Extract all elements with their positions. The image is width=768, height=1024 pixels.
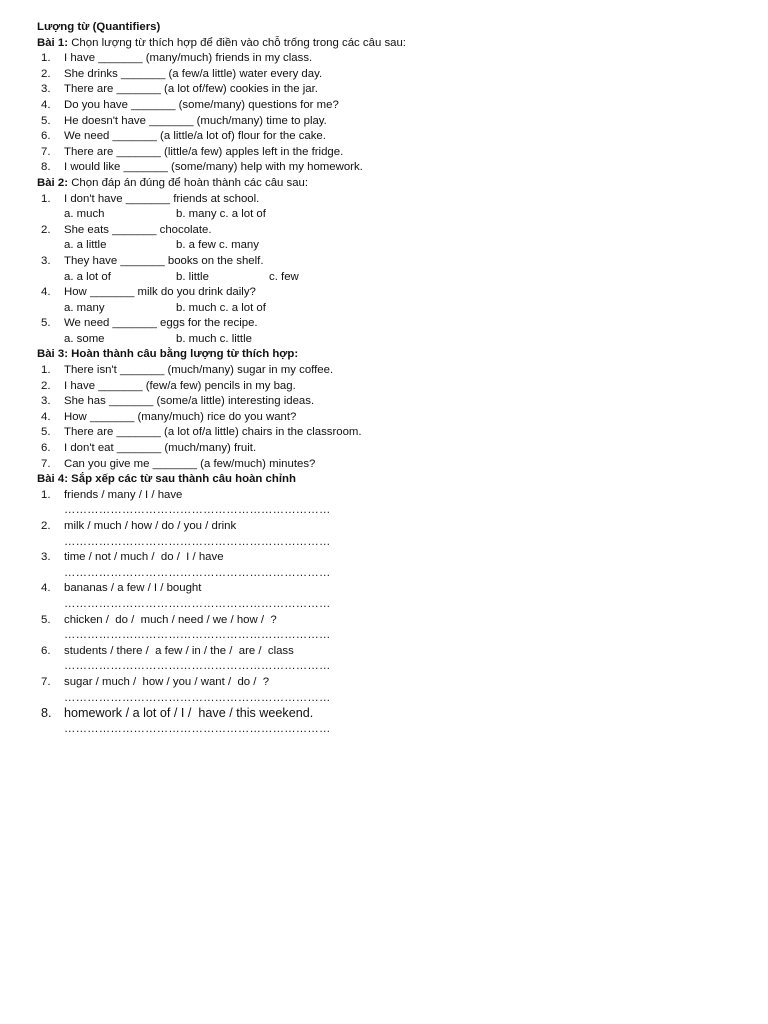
item-text: They have _______ books on the shelf.: [64, 254, 264, 267]
item-number: 5.: [41, 114, 51, 127]
bai4-item: [37, 550, 737, 566]
bai2-heading: [37, 176, 737, 192]
option-a: a. a lot of: [64, 270, 111, 283]
dotted-answer-line: ……………………………………………………………: [64, 597, 331, 610]
option-b: b. much c. a lot of: [176, 301, 266, 314]
item-number: 7.: [41, 675, 51, 688]
bai2-item: [37, 316, 737, 332]
bai3-item: [37, 410, 737, 426]
item-number: 2.: [41, 520, 51, 532]
item-number: 2.: [41, 223, 51, 236]
answer-line: [37, 597, 737, 613]
worksheet: [37, 20, 737, 737]
item-text: I have _______ (many/much) friends in my class.: [64, 52, 313, 65]
bai3-item: [37, 394, 737, 410]
item-text: There are _______ (a lot of/a little) chairs in the classroom.: [64, 426, 362, 439]
bai3-item: [37, 457, 737, 473]
item-number: 6.: [41, 644, 51, 657]
dotted-answer-line: ……………………………………………………………: [64, 691, 331, 704]
bai1-heading: [37, 36, 737, 52]
item-number: 7.: [41, 457, 51, 470]
bai1-item: [37, 145, 737, 161]
item-number: 3.: [41, 395, 51, 408]
item-number: 3.: [41, 551, 51, 564]
item-text: She eats _______ chocolate.: [64, 223, 212, 236]
bai1-item: [37, 82, 737, 98]
bai2-options: [37, 301, 737, 317]
item-text: homework / a lot of / I / have / this weekend.: [64, 706, 314, 721]
dotted-answer-line: ……………………………………………………………: [64, 660, 331, 673]
item-text: I have _______ (few/a few) pencils in my bag.: [64, 379, 296, 392]
bai4-item: [37, 488, 737, 504]
bai1-item: [37, 67, 737, 83]
bai3-item: [37, 379, 737, 395]
item-number: 1.: [41, 52, 51, 65]
answer-line: [37, 503, 737, 519]
answer-line: [37, 535, 737, 551]
option-c: c. few: [269, 270, 299, 283]
bai2-item: [37, 192, 737, 208]
bai3-item: [37, 363, 737, 379]
item-text: I don't have _______ friends at school.: [64, 192, 260, 205]
bai4-item: [37, 644, 737, 660]
item-number: 4.: [41, 286, 51, 299]
answer-line: [37, 659, 737, 675]
bai4-item: [37, 613, 737, 629]
item-text: friends / many / I / have: [64, 488, 183, 501]
item-text: bananas / a few / I / bought: [64, 582, 202, 595]
bai2-options: [37, 332, 737, 348]
bai3-item: [37, 425, 737, 441]
item-text: There are _______ (a lot of/few) cookies in the jar.: [64, 83, 318, 96]
item-number: 2.: [41, 379, 51, 392]
item-number: 8.: [41, 161, 51, 174]
item-number: 8.: [41, 706, 52, 721]
item-number: 1.: [41, 488, 51, 501]
item-text: There are _______ (little/a few) apples left in the fridge.: [64, 145, 344, 158]
bai2-options: [37, 207, 737, 223]
bai2-options: [37, 270, 737, 286]
item-number: 1.: [41, 364, 51, 377]
dotted-answer-line: ……………………………………………………………: [64, 722, 331, 735]
bai4-item: [37, 519, 737, 535]
bai4-item: [37, 675, 737, 691]
item-text: I would like _______ (some/many) help with my homework.: [64, 161, 363, 174]
bai3-heading: Bài 3: Hoàn thành câu bằng lượng từ thích hợp:: [37, 348, 299, 361]
bai4-item: [37, 706, 737, 722]
option-a: a. a little: [64, 239, 107, 252]
item-number: 3.: [41, 83, 51, 96]
bai1-instruction: Chọn lượng từ thích hợp để điền vào chỗ trống trong các câu sau:: [68, 36, 406, 49]
bai3-item: [37, 441, 737, 457]
item-text: She drinks _______ (a few/a little) water every day.: [64, 67, 323, 80]
option-b: b. a few c. many: [176, 239, 259, 252]
bai2-item: [37, 254, 737, 270]
dotted-answer-line: ……………………………………………………………: [64, 566, 331, 579]
bai1-item: [37, 160, 737, 176]
bai2-options: [37, 238, 737, 254]
bai1-item: [37, 129, 737, 145]
bai4-heading: Bài 4: Sắp xếp các từ sau thành câu hoàn chỉnh: [37, 473, 296, 486]
item-text: How _______ (many/much) rice do you want?: [64, 410, 297, 423]
item-number: 3.: [41, 254, 51, 267]
item-text: milk / much / how / do / you / drink: [64, 520, 237, 532]
item-text: There isn't _______ (much/many) sugar in my coffee.: [64, 364, 334, 377]
option-a: a. some: [64, 332, 105, 345]
item-number: 5.: [41, 613, 51, 626]
item-text: time / not / much / do / I / have: [64, 551, 224, 564]
option-a: a. much: [64, 208, 105, 221]
bai1-item: [37, 114, 737, 130]
item-text: sugar / much / how / you / want / do / ?: [64, 675, 270, 688]
dotted-answer-line: ……………………………………………………………: [64, 629, 331, 642]
item-number: 1.: [41, 192, 51, 205]
option-b: b. little: [176, 270, 209, 283]
dotted-answer-line: ……………………………………………………………: [64, 535, 331, 548]
item-number: 5.: [41, 426, 51, 439]
item-number: 6.: [41, 130, 51, 143]
dotted-answer-line: ……………………………………………………………: [64, 504, 331, 517]
option-b: b. much c. little: [176, 332, 252, 345]
item-number: 5.: [41, 317, 51, 330]
item-text: He doesn't have _______ (much/many) time to play.: [64, 114, 327, 127]
item-text: I don't eat _______ (much/many) fruit.: [64, 442, 257, 455]
item-number: 6.: [41, 442, 51, 455]
bai2-instruction: Chọn đáp án đúng để hoàn thành các câu sau:: [68, 176, 309, 189]
item-number: 4.: [41, 410, 51, 423]
item-number: 4.: [41, 98, 51, 111]
bai1-label: Bài 1:: [37, 36, 69, 49]
item-number: 7.: [41, 145, 51, 158]
page-title: Lượng từ (Quantifiers): [37, 21, 161, 33]
answer-line: [37, 628, 737, 644]
bai1-item: [37, 51, 737, 67]
answer-line: [37, 691, 737, 707]
bai4-item: [37, 581, 737, 597]
bai2-item: [37, 223, 737, 239]
option-b: b. many c. a lot of: [176, 208, 266, 221]
answer-line: [37, 722, 737, 738]
option-a: a. many: [64, 301, 105, 314]
answer-line: [37, 566, 737, 582]
bai1-item: [37, 98, 737, 114]
item-number: 2.: [41, 67, 51, 80]
item-text: How _______ milk do you drink daily?: [64, 286, 256, 299]
item-text: chicken / do / much / need / we / how / ?: [64, 613, 277, 626]
item-text: Can you give me _______ (a few/much) minutes?: [64, 457, 316, 470]
item-text: We need _______ eggs for the recipe.: [64, 317, 258, 330]
bai2-label: Bài 2:: [37, 176, 69, 189]
item-text: She has _______ (some/a little) interesting ideas.: [64, 395, 315, 408]
item-number: 4.: [41, 582, 51, 595]
item-text: Do you have _______ (some/many) questions for me?: [64, 98, 339, 111]
bai2-item: [37, 285, 737, 301]
item-text: students / there / a few / in / the / are / class: [64, 644, 294, 657]
item-text: We need _______ (a little/a lot of) flour for the cake.: [64, 130, 326, 143]
